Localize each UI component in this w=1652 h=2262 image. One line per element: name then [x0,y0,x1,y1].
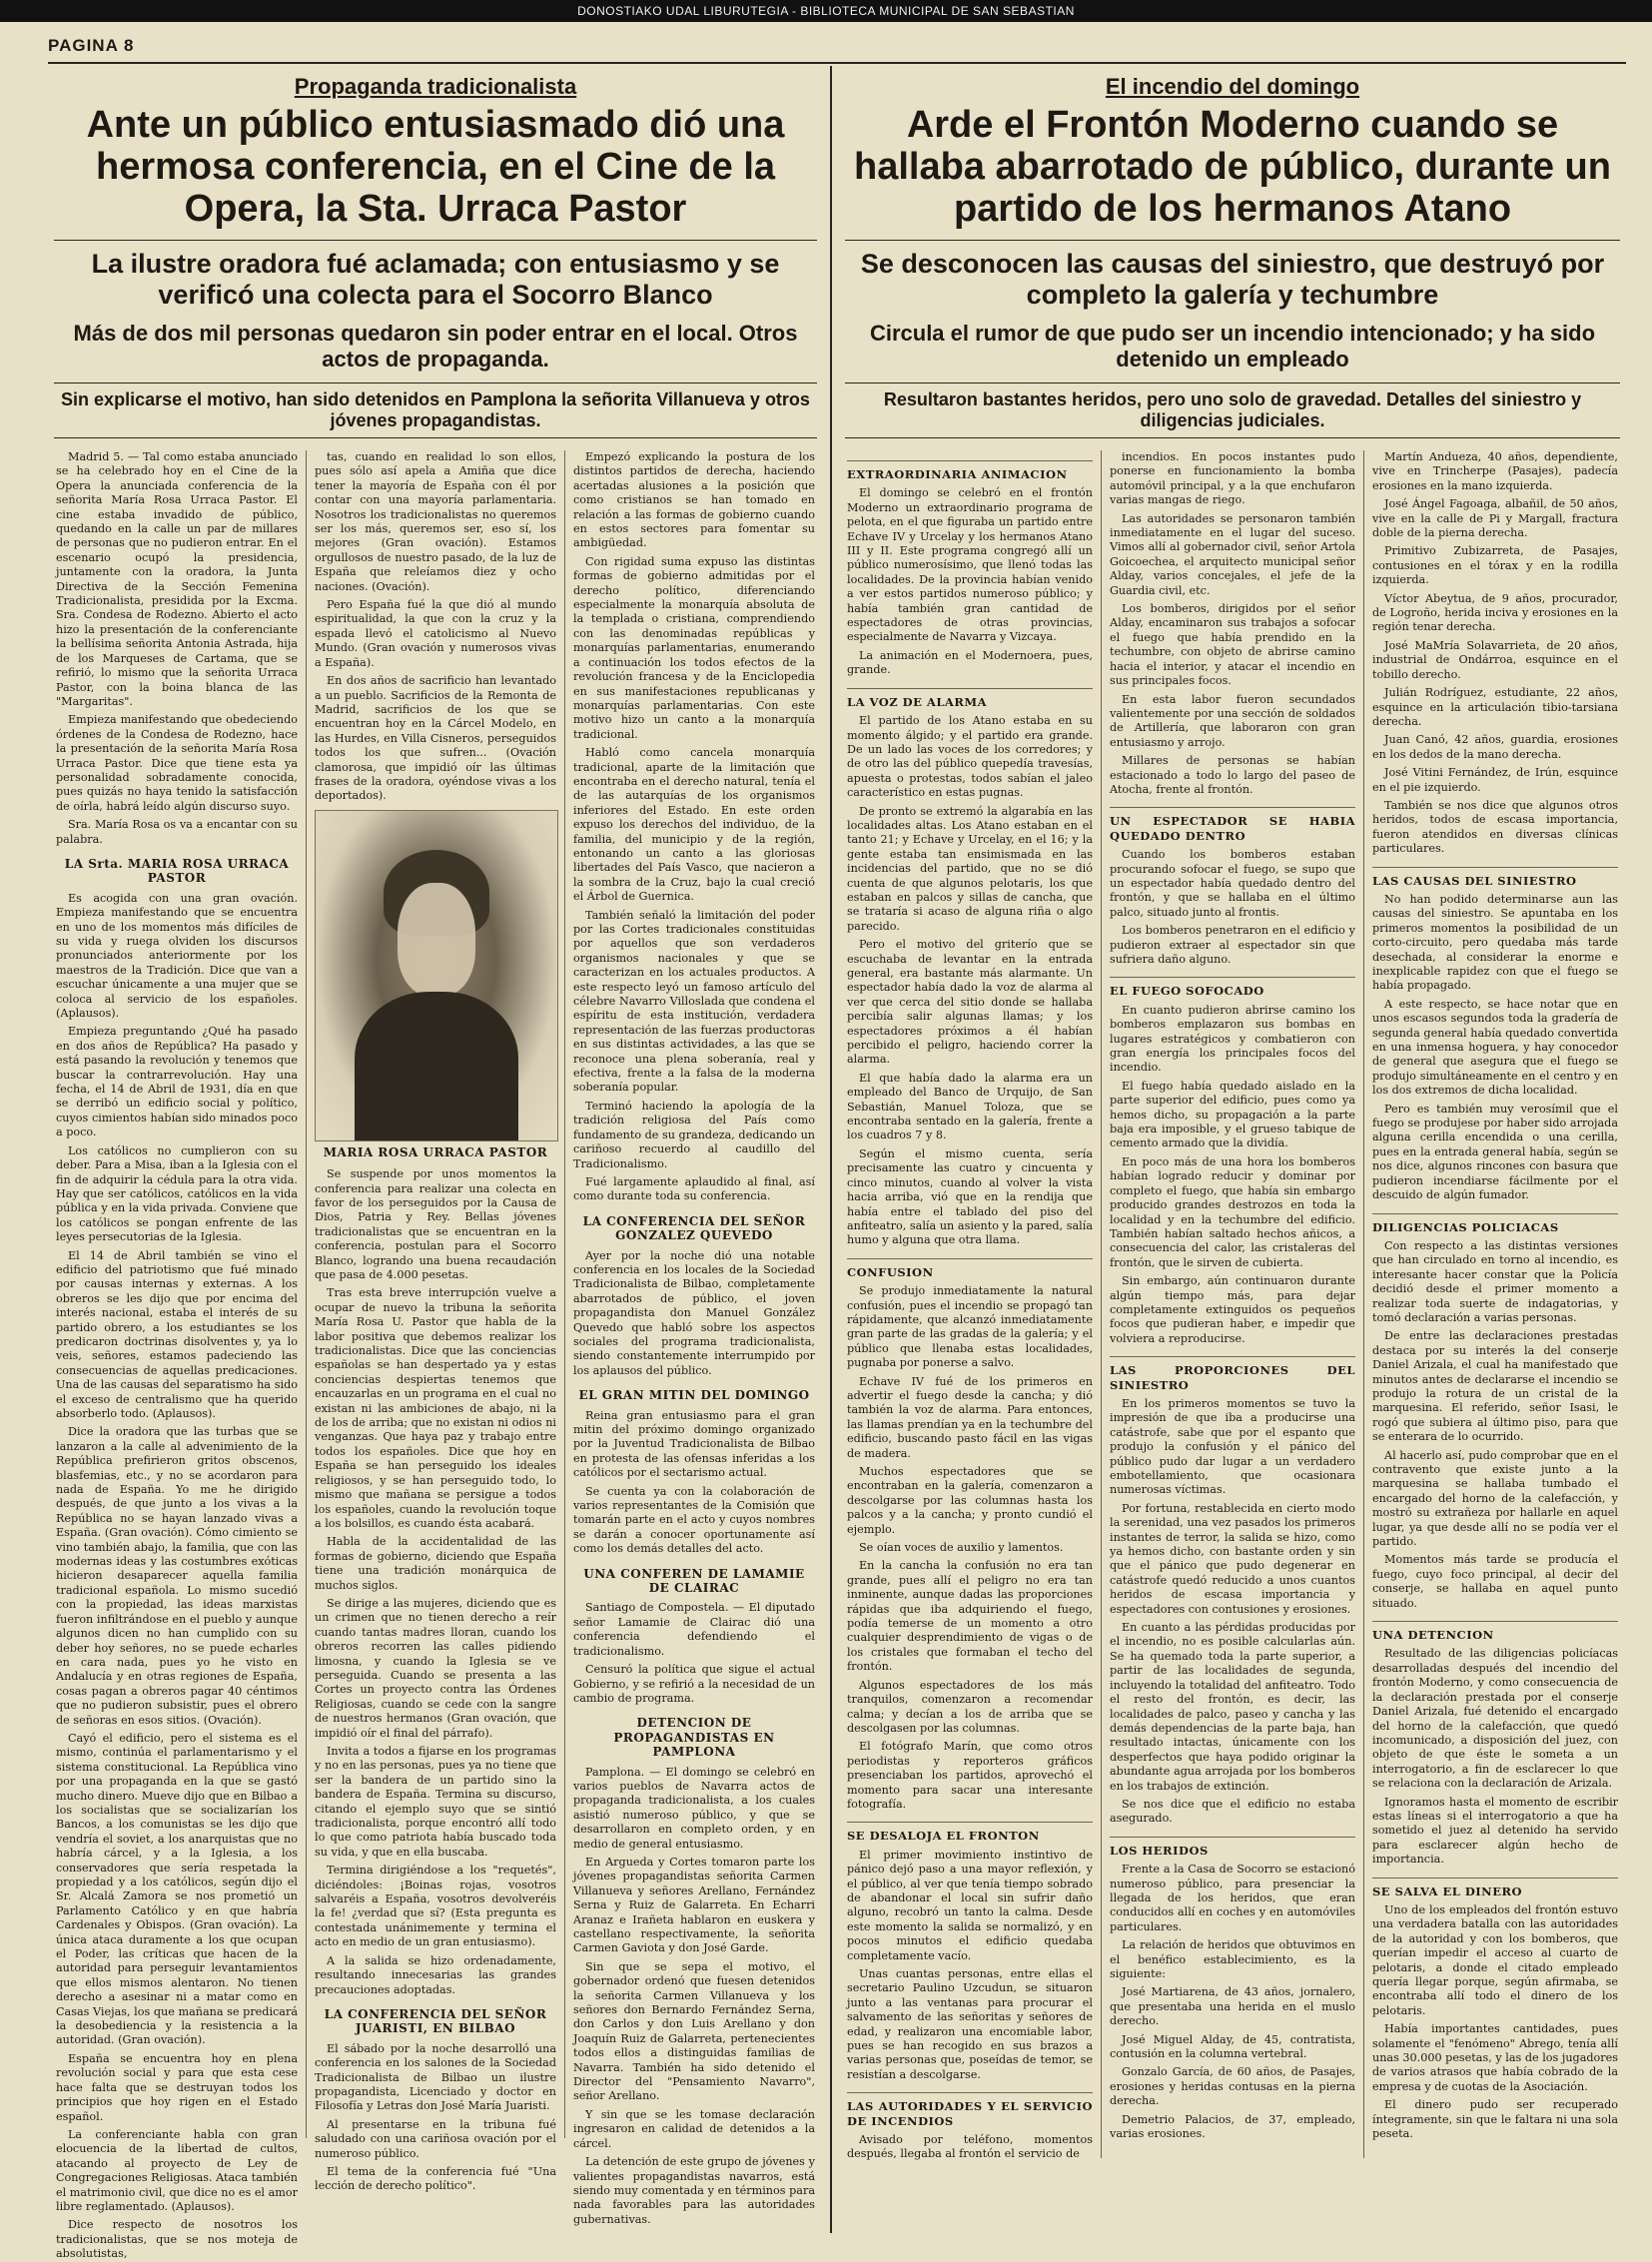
subsection-heading: UNA DETENCION [1372,1621,1618,1642]
paragraph: Censuró la política que sigue el actual Gobierno, y se refirió a la necesidad de un cambio de programa. [573,1663,815,1705]
paragraph: Con respecto a las distintas versiones que han circulado en torno al incendio, es interesante hacer constar que la Policía decidió desde el primer momento a realizar toda suerte de indagatorias, y tomó declaración a varias personas. [1372,1238,1618,1324]
paragraph: Dice respecto de nosotros los tradicionalistas, que se nos moteja de absolutistas, [56,2218,298,2261]
paragraph: Uno de los empleados del frontón estuvo una verdadera batalla con las autoridades de la autoridad y con los bomberos, que querían impedir el acceso al cuarto de pelotaris, a donde el citado empleado quería llegar porque, según afirmaba, se encontraba allí todo el dinero de los pelotaris. [1372,1902,1618,2017]
paragraph: Se suspende por unos momentos la conferencia para realizar una colecta en favor de los perseguidos por la Causa de Dios, Patria y Rey. Bellas jóvenes tradicionalistas que se encuentran en la conferencia, postulan para el Socorro Blanco, logrando una buena recaudación que pasa de 4.000 pesetas. [315,1167,556,1281]
paragraph: incendios. En pocos instantes pudo ponerse en funcionamiento la bomba automóvil principal, y a la que enchufaron varias mangas de riego. [1110,450,1355,507]
page-number: PAGINA 8 [48,36,135,55]
subsection-heading: LOS HERIDOS [1110,1837,1355,1858]
paragraph: En cuanto pudieron abrirse camino los bomberos emplazaron sus bombas en lugares estratégicos y combatieron con gran energía los principales focos del incendio. [1110,1003,1355,1075]
subsection-heading: SE DESALOJA EL FRONTON [847,1822,1093,1843]
paragraph: Terminó haciendo la apología de la tradición religiosa del País como fundamento de su grandeza, dedicando un cariñoso recuerdo al caudillo del Tradicionalismo. [573,1099,815,1170]
paragraph: Empieza preguntando ¿Qué ha pasado en dos años de República? Ha pasado y está pasando la revolución y tenemos que buscar la contrarrevolución. Hay una fecha, el 14 de Abril de 1931, día en que se derribó un edificio social y político, cuyos cimientos habían sido minados poco a poco. [56,1025,298,1139]
paragraph: Resultado de las diligencias policíacas desarrolladas después del incendio del frontón Moderno, y como consecuencia de la declaración prestada por el conserje Daniel Arizala, fué detenido el encargado del horno de la calefacción, que quedó incomunicado, a disposición del juez, con objeto de que éste le someta a un interrogatorio, a fin de esclarecer lo que se relaciona con la declaración de Arizala. [1372,1647,1618,1791]
right-subhead: Se desconocen las causas del siniestro, que destruyó por completo la galería y techumbre [845,240,1620,311]
right-headline: Arde el Frontón Moderno cuando se hallaba abarrotado de público, durante un partido de los hermanos Atano [854,104,1611,230]
right-section-title: El incendio del domingo [1105,74,1360,99]
paragraph: Los bomberos, dirigidos por el señor Alday, encaminaron sus trabajos a sofocar el fuego que había prendido en la techumbre, con objeto de abrirse camino hacia el interior, y atacar el incendio en sus principales focos. [1110,602,1355,688]
left-column-2 [306,450,564,2193]
paragraph: En Argueda y Cortes tomaron parte los jóvenes propagandistas señorita Carmen Villanueva y señores Arellano, Fernández Serna y Ruiz de Galarreta. En Echarri Aranaz e Irañeta hablaron en euskera y castellano respectivamente, la señorita Carmen Gaviota y don José Garde. [573,1855,815,1955]
paragraph: Empieza manifestando que obedeciendo órdenes de la Condesa de Rodezno, hace la presentación de la señorita María Rosa Urraca Pastor. Dice que tiene esta ya personalidad sobradamente conocida, pues quizás no haya tenido la satisfacción de oírla, habrá leído algún discurso suyo. [56,713,298,813]
paragraph: En cuanto a las pérdidas producidas por el incendio, no es posible calcularlas aún. Se ha quemado toda la parte superior, a partir de las localidades de segunda, incluyendo la totalidad del anfiteatro. Todo el resto del frontón, es decir, las localidades de palco, paseo y cancha y las demás dependencias de la parte baja, han resultado intactas, únicamente con los desperfectos que haya podido originar la abundante agua arrojada por los bomberos en los trabajos de extinción. [1110,1621,1355,1793]
paragraph: Se nos dice que el edificio no estaba asegurado. [1110,1797,1355,1826]
paragraph: A la salida se hizo ordenadamente, resultando innecesarias las grandes precauciones adoptadas. [315,1953,556,1996]
paragraph: Algunos espectadores de los más tranquilos, comenzaron a recomendar calma; y decían a los de arriba que se descolgasen por las columnas. [847,1678,1093,1735]
left-headline: Ante un público entusiasmado dió una hermosa conferencia, en el Cine de la Opera, la Sta. Urraca Pastor [86,104,785,230]
paragraph: No han podido determinarse aun las causas del siniestro. Se apuntaba en los primeros momentos la posibilidad de un corto-circuito, pero quedaba más tarde desechada, al considerar la enorme e inexplicable rapidez con que el fuego se había propagado. [1372,892,1618,993]
paragraph: Julián Rodríguez, estudiante, 22 años, esquince en la articulación tibio-tarsiana derecha. [1372,686,1618,728]
right-article [839,66,1626,2233]
subsection-heading: LA Srta. MARIA ROSA URRACA PASTOR [64,856,290,886]
paragraph: El que había dado la alarma era un empleado del Banco de Urquijo, de San Sebastián, Manuel Toloza, que se encontraba sentado en la galería, frente a los cuadros 7 y 8. [847,1071,1093,1142]
subsection-heading: EL GRAN MITIN DEL DOMINGO [578,1388,810,1403]
paragraph: En la cancha la confusión no era tan grande, pues allí el peligro no era tan inminente, aunque dadas las proporciones rápidas que iba adquiriendo el fuego, podía temerse de un momento a otro cualquier desprendimiento de vigas o de los cristales que formaban el techo del frontón. [847,1559,1093,1674]
paragraph: También señaló la limitación del poder por las Cortes tradicionales constituidas por aquellos que son verdaderos organismos nacionales y que se caracterizan en los actuales productos. A este respecto leyó un famoso artículo del célebre Navarro Villoslada que condena el espíritu de esta institución, verdadera representación de las fuerzas productoras en sus distintas actividades, a las que se reconoce una plena soberanía, real y efectiva, frente a la falsa de la moderna soberanía popular. [573,908,815,1095]
right-column-2 [1101,450,1363,2158]
paragraph: José Ángel Fagoaga, albañil, de 50 años, vive en la calle de Pi y Margall, fractura doble de la pierna derecha. [1372,497,1618,540]
paragraph: Sra. María Rosa os va a encantar con su palabra. [56,818,298,846]
paragraph: A este respecto, se hace notar que en unos escasos segundos toda la gradería de segunda general había quedado convertida en una inmensa hoguera, y hay conocedor de general que asegura que el fuego se produjo simultáneamente en el centro y en los dos extremos de dicha localidad. [1372,997,1618,1098]
paragraph: El 14 de Abril también se vino el edificio del patriotismo que fué minado por causas internas y externas. A los obreros se les dijo que por encima del interés nacional, estaba el interés de su partido obrero, a los estudiantes se los predicaron doctrinas disolventes y, ya lo veis, señores, estamos padeciendo las consecuencias de aquellas predicaciones. Una de las causas del separatismo ha sido el exceso de centralismo que ha querido absorberlo todo. (Aplausos). [56,1248,298,1420]
paragraph: Frente a la Casa de Socorro se estacionó numeroso público, para presenciar la llegada de los heridos, que eran conducidos allí en coches y en automóviles particulares. [1110,1863,1355,1933]
portrait-photo [315,810,558,1141]
paragraph: Unas cuantas personas, entre ellas el secretario Paulino Uzcudun, se situaron junto a las ventanas para procurar el salvamento de las señoritas y señores de edad, y realizaron una encomiable labor, pues se han recogido en sus brazos a varias personas que, poseídas de temor, se resistían a descolgarse. [847,1967,1093,2081]
paragraph: Pero es también muy verosímil que el fuego se produjese por haber sido arrojada alguna cerilla encendida o una cerilla, pues en la entrada general había, según se nos dice, algunos rincones con basura que pudieron incendiarse fácilmente por el descuido de algún fumador. [1372,1102,1618,1202]
subsection-heading: LAS PROPORCIONES DEL SINIESTRO [1110,1356,1355,1392]
right-subhead-3: Resultaron bastantes heridos, pero uno solo de gravedad. Detalles del siniestro y diligencias judiciales. [845,382,1620,438]
paragraph: Dice la oradora que las turbas que se lanzaron a la calle al advenimiento de la República prefirieron gritos obscenos, blasfemias, etc., y no se acordaron para nada de España. Yo me he dirigido después, de que junto a los vivas a la República no se hayan lanzado vivas a España. (Gran ovación). Cómo cimiento se vino también abajo, la familia, que con las modernas ideas y las costumbres exóticas hicieron desaparecer aquella familia tradicional española. Lo mismo sucedió con la propiedad, las ideas marxistas fueron infiltrándose en el pueblo y aunque algunos dicen no han cumplido con su deber hoy señores, no se puede echarles en cara nada, pues yo he visto en Andalucía y en otras regiones de España, cosas pagan a obreros pagar 40 céntimos que no pudieron subsistir, pues el obrero de señoras en esos sitios. (Ovación). [56,1425,298,1727]
paragraph: Invita a todos a fijarse en los programas y no en las personas, pues ya no tiene que ser la bandera de un partido sino la bandera de España. Termina su discurso, citando el ejemplo suyo que se sintió tradicionalista, porque encontró allí todo lo que como patriota había buscado toda su vida, y que en ella buscaba. [315,1745,556,1859]
paragraph: Habló como cancela monarquía tradicional, aparte de la limitación que encontraba en el derecho natural, tenía el de las autarquías de los organismos inferiores del Estado. En este orden expuso los derechos del individuo, de la familia, del municipio y de la región, entonando un canto a las gloriosas libertades del País Vasco, que nacieron a la sombra de la Cruz, bajo la cual creció el Árbol de Guernica. [573,746,815,904]
subsection-heading: LA VOZ DE ALARMA [847,688,1093,709]
paragraph: En esta labor fueron secundados valientemente por una sección de soldados de Artillería, que laboraron con gran entusiasmo y arrojo. [1110,692,1355,749]
paragraph: El partido de los Atano estaba en su momento álgido; y el partido era grande. De un lado las voces de los corredores; y de otro las del público quepedía travesías, apuesta o protestas, todos sabían el jaleo característico en estas pugnas. [847,714,1093,800]
subsection-heading: EXTRAORDINARIA ANIMACION [847,460,1093,481]
right-subhead-2: Circula el rumor de que pudo ser un incendio intencionado; y ha sido detenido un empleado [869,321,1596,372]
paragraph: Se dirige a las mujeres, diciendo que es un crimen que no tienen derecho a reír cuando tantas madres lloran, cuando los obreros recorren las calles pidiendo limosna, y cuando la Iglesia se ve perseguida. Cuando se presenta a las Cortes un proyecto contra las Órdenes Religiosas, cuando se cede con la sangre de nuestros hermanos (Gran ovación, que impidió oír el final del párrafo). [315,1596,556,1740]
paragraph: Cayó el edificio, pero el sistema es el mismo, continúa el parlamentarismo y el sistema constitucional. La República vino por una propaganda en la que se gastó mucho dinero. Mueve dijo que en Bilbao a los socialistas que se socializarían los Bancos, a los comunistas se les dijo que vendría el soviet, a los anarquistas que no habría cárcel, y a la Iglesia, a los conservadores que sería respetada la propiedad y a los católicos, según dijo el Sr. Alcalá Zamora se nos prometió un Parlamento Católico y en que habría Cardenales y Obispos. (Gran ovación). La única ataca duramente a los que ocupan el Poder, las críticas que hacen de la autoridad para perseguir levantamientos que ellos mismos alentaron. No tienen derecho a asesinar ni a matar como en Casas Viejas, los que mañana se predicará la desobediencia y la resistencia a la autoridad. (Gran ovación). [56,1731,298,2047]
subsection-heading: CONFUSION [847,1258,1093,1279]
paragraph: Había importantes cantidades, pues solamente el "fenómeno" Abrego, tenía allí unas 30.000 pesetas, y las de los jugadores de varios atrasos que había cobrado de la empresa y de cuotas de la Asociación. [1372,2022,1618,2093]
left-section-title: Propaganda tradicionalista [294,74,577,99]
paragraph: Avisado por teléfono, momentos después, llegaba al frontón el servicio de [847,2133,1093,2161]
page-header [48,36,1626,64]
paragraph: Los bomberos penetraron en el edificio y pudieron extraer al espectador sin que sufriera daño alguno. [1110,924,1355,966]
subsection-heading: LAS CAUSAS DEL SINIESTRO [1372,867,1618,888]
subsection-heading: LA CONFERENCIA DEL SEÑOR JUARISTI, EN BILBAO [324,2006,547,2036]
paragraph: Momentos más tarde se producía el fuego, cuyo foco principal, al decir del conserje, se hallaba en aquel punto situado. [1372,1553,1618,1610]
paragraph: Sin que se sepa el motivo, el gobernador ordenó que fuesen detenidos la señorita Carmen Villanueva y los señores don Bernardo Fernández Serna, don Carlos y don Luis Arellano y don Joaquín Ruiz de Galarreta, pertenecientes todos ellos a distinguidas familias de Navarra. También ha sido detenido el Director del "Pensamiento Navarro", señor Arellano. [573,1959,815,2103]
paragraph: El primer movimiento instintivo de pánico dejó paso a una mayor reflexión, y el público, al ver que tenía tiempo sobrado de abandonar el local sin sufrir daño alguno, recobró un tanto la calma. Desde este momento la salida se normalizó, y en pocos minutos el edificio quedaba completamente vacío. [847,1848,1093,1962]
left-article [48,66,823,2261]
paragraph: Martín Andueza, 40 años, dependiente, vive en Trincherpe (Pasajes), padecía erosiones en la mano izquierda. [1372,450,1618,492]
paragraph: En dos años de sacrificio han levantado a un pueblo. Sacrificios de la Remonta de Madrid, sacrificios de los que se encuentran hoy en la Cárcel Modelo, en las Hurdes, en Villa Cisneros, perseguidos todos los que sufren... (Ovación clamorosa, que impidió oír las últimas frases de la oradora, oyéndose vivas a los deportados). [315,674,556,803]
subsection-heading: LA CONFERENCIA DEL SEÑOR GONZALEZ QUEVEDO [582,1213,806,1243]
paragraph: Termina dirigiéndose a los "requetés", diciéndoles: ¡Boinas rojas, vosotros salvaréis a España, vosotros devolveréis la fe! ¿verdad que sí? (Esta pregunta es contestada unánimemente y termina el acto en medio de un gran entusiasmo). [315,1864,556,1949]
paragraph: Echave IV fué de los primeros en advertir el fuego desde la cancha; y dió también la voz de alarma. Para entonces, las llamas prendían ya en la techumbre del edificio, buscando pasto fácil en las vigas de madera. [847,1374,1093,1460]
paragraph: La conferenciante habla con gran elocuencia de la libertad de cultos, atacando al proyecto de Ley de Congregaciones Religiosas. Ataca también el matrimonio civil, que dice no es el amor libre reglamentado. (Aplausos). [56,2127,298,2213]
paragraph: Es acogida con una gran ovación. Empieza manifestando que se encuentra en uno de los momentos más difíciles de su vida y ruega olviden los discursos pronunciados anteriormente por los maestros de la Tradición. Dice que van a escuchar únicamente a una mujer que se coloca al servicio de los españoles. (Aplausos). [56,891,298,1021]
paragraph: En los primeros momentos se tuvo la impresión de que iba a producirse una catástrofe, sabe que por el espanto que produjo la confusión y el pánico del público pudo dar lugar a un verdadero embotellamiento, que ocasionara numerosas víctimas. [1110,1396,1355,1497]
paragraph: Los católicos no cumplieron con su deber. Para a Misa, iban a la Iglesia con el fin de adquirir la cédula para la otra vida. Hay que ser católicos, católicos en la vida pública y en la vida privada. Conviene que los católicos se pongan enfrente de las leyes persecutorias de la Iglesia. [56,1143,298,1244]
paragraph: De pronto se extremó la algarabía en las localidades altas. Los Atano estaban en el tanto 21; y Echave y Urcelay, en el 16; y la gente estaba tan ensimismada en las incidencias del partido, que no se dió cuenta de que algunos pelotaris, los que estaban en palcos y sillas de cancha, que se trataría si acaso de alguna riña o algo parecido. [847,804,1093,933]
subsection-heading: SE SALVA EL DINERO [1372,1878,1618,1898]
center-column-rule [830,66,832,2233]
subsection-heading: EL FUEGO SOFOCADO [1110,977,1355,998]
paragraph: Y sin que se les tomase declaración ingresaron en calidad de detenidos a la cárcel. [573,2107,815,2150]
paragraph: José Vitini Fernández, de Irún, esquince en el pie izquierdo. [1372,766,1618,794]
left-columns [48,450,823,2261]
paragraph: Ayer por la noche dió una notable conferencia en los locales de la Sociedad Tradicionalista de Bilbao, completamente abarrotados de público, el joven propagandista don Manuel González Quevedo que habló sobre los aspectos sociales del programa tradicionalista, siendo constantemente interrumpido por los aplausos del público. [573,1248,815,1377]
paragraph: Fué largamente aplaudido al final, así como durante toda su conferencia. [573,1174,815,1203]
paragraph: España se encuentra hoy en plena revolución social y para que esta cese hace falta que se destruyan todos los principios que hoy rigen en el Estado español. [56,2051,298,2123]
paragraph: Gonzalo García, de 60 años, de Pasajes, erosiones y heridas contusas en la pierna derecha. [1110,2065,1355,2108]
paragraph: Madrid 5. — Tal como estaba anunciado se ha celebrado hoy en el Cine de la Opera la anunciada conferencia de la señorita María Rosa Urraca Pastor. El cine estaba invadido de público, quedando en la calle un par de millares de personas que no pudieron entrar. En el escenario ocupó la presidencia, juntamente con la oradora, la Junta Directiva de la Sección Femenina Tradicionalista, presidida por la Excma. Sra. Condesa de Rodezno. Abierto el acto hizo la presentación de la conferenciante la bellísima señorita Antonia Astrada, hija de los Marqueses de Cartama, que se refirió, lo mismo que la señorita Urraca Pastor, con la boina blanca de las "Margaritas". [56,450,298,708]
paragraph: El fotógrafo Marín, que como otros periodistas y reporteros gráficos presenciaban los partidos, aprovechó el momento para sacar una interesante fotografía. [847,1740,1093,1811]
paragraph: Juan Canó, 42 años, guardia, erosiones en los dedos de la mano derecha. [1372,733,1618,761]
paragraph: Al hacerlo así, pudo comprobar que en el contravento que existe junto a la marquesina se hallaba tumbado el encargado del horno de la calefacción, y mostró su extrañeza por hallarle en aquel lugar, ya que desde allí no se podía ver el partido. [1372,1448,1618,1549]
paragraph: Empezó explicando la postura de los distintos partidos de derecha, haciendo acertadas alusiones a la posición que como cristianos se han tomado en relación a las formas de gobierno cuando en estos sectores para fomentar su ambigüedad. [573,450,815,550]
paragraph: Cuando los bomberos estaban procurando sofocar el fuego, se supo que un espectador había quedado dentro del frontón, y que se hallaba en el último palco, situado junto al frontis. [1110,848,1355,919]
right-column-3 [1363,450,1626,2158]
paragraph: Primitivo Zubizarreta, de Pasajes, contusiones en el tórax y en la rodilla izquierda. [1372,544,1618,587]
paragraph: Muchos espectadores que se encontraban en la galería, comenzaron a descolgarse por las columnas hasta los palcos y a la cancha; y pronto cundió el ejemplo. [847,1465,1093,1536]
paragraph: Tras esta breve interrupción vuelve a ocupar de nuevo la tribuna la señorita María Rosa U. Pastor que habla de la labor positiva que debemos realizar los tradicionalistas. Dice que las conciencias españolas se han despertado ya y estas conciencias despiertas tenemos que encauzarlas en un programa en el cual no existan ni las ambiciones de abajo, ni la de los de arriba; que no existan ni odios ni venganzas. Que haya paz y trabajo entre todos los españoles. Dice que hoy en España se han perseguido los ideales religiosos, y se han perseguido todo, lo mismo que mañana se persigue a todos los españoles, cuando la revolución toque a los bolsillos, es cuando ésta acabará. [315,1286,556,1530]
left-column-1 [48,450,306,2261]
left-subhead: La ilustre oradora fué aclamada; con entusiasmo y se verificó una colecta para el Socorro Blanco [54,240,817,311]
paragraph: Pamplona. — El domingo se celebró en varios pueblos de Navarra actos de propaganda tradicionalista, a los cuales asistió numeroso público, y que se desarrollaron en completo orden, y en medio de general entusiasmo. [573,1765,815,1851]
archive-banner: DONOSTIAKO UDAL LIBURUTEGIA - BIBLIOTECA MUNICIPAL DE SAN SEBASTIAN [0,0,1652,22]
paragraph: De entre las declaraciones prestadas destaca por su interés la del conserje Daniel Arizala, el cual ha manifestado que minutos antes de declararse el incendio se produjo la rotura de un cristal de la marquesina. El referido, señor Isasi, le rogó que subiera al último piso, para que se enterara de lo ocurrido. [1372,1329,1618,1444]
portrait-caption: MARIA ROSA URRACA PASTOR [323,1144,548,1159]
paragraph: Sin embargo, aún continuaron durante algún tiempo más, para dejar completamente extinguidos os pequeños focos que pudieran haber, e impedir que volviera a reproducirse. [1110,1274,1355,1345]
paragraph: Pero España fué la que dió al mundo espiritualidad, la que con la cruz y la espada llevó el catolicismo al Nuevo Mundo. (Gran ovación y numerosos vivas a España). [315,598,556,669]
subsection-heading: DILIGENCIAS POLICIACAS [1372,1213,1618,1234]
left-column-3 [564,450,823,2226]
right-columns [839,450,1626,2161]
paragraph: Se oían voces de auxilio y lamentos. [859,1541,1064,1555]
paragraph: José MaMría Solavarrieta, de 20 años, industrial de Ondárroa, esquince en el tobillo derecho. [1372,638,1618,681]
left-subhead-3: Sin explicarse el motivo, han sido detenidos en Pamplona la señorita Villanueva y otros jóvenes propagandistas. [54,382,817,438]
paragraph: Demetrio Palacios, de 37, empleado, varias erosiones. [1110,2112,1355,2141]
paragraph: El sábado por la noche desarrolló una conferencia en los salones de la Sociedad Tradicionalista de Bilbao un ilustre propagandista, Licenciado y doctor en Filosofía y Letras don José María Juaristi. [315,2041,556,2113]
subsection-heading: UNA CONFEREN DE LAMAMIE DE CLAIRAC [583,1566,805,1596]
paragraph: La animación en el Modernoera, pues, grande. [847,648,1093,677]
right-column-1 [839,450,1101,2161]
paragraph: También se nos dice que algunos otros heridos, todos de escasa importancia, fueron atendidos en diversas clínicas particulares. [1372,798,1618,856]
paragraph: El domingo se celebró en el frontón Moderno un extraordinario programa de pelota, en el que figuraba un partido entre Echave IV y Urcelay y los hermanos Atano III y II. Este programa congregó allí un público numerosísimo, que llenó todas las localidades. De la provincia habían venido a ver estos partidos numeroso público; y había también gran cantidad de espectadores de otras provincias, especialmente de Navarra y Vizcaya. [847,486,1093,644]
paragraph: Las autoridades se personaron también inmediatamente en el lugar del suceso. Vimos allí al gobernador civil, señor Artola Goicoechea, el arquitecto municipal señor Alday, varios concejales, el jefe de la Guardia civil, etc. [1110,511,1355,597]
paragraph: Por fortuna, restablecida en cierto modo la serenidad, una vez pasados los primeros instantes de terror, la salida se hizo, como ya hemos dicho, con bastante orden y sin que el pánico que pudo degenerar en catástrofe quedó reducido a unos cuantos heridos de escasa importancia y espectadores con contusiones y erosiones. [1110,1501,1355,1616]
paragraph: Se cuenta ya con la colaboración de varios representantes de la Comisión que tomarán parte en el acto y cuyos nombres se darán a conocer oportunamente así como los demás detalles del acto. [573,1484,815,1556]
paragraph: Según el mismo cuenta, sería precisamente las cuatro y cincuenta y cinco minutos, cuando al volver la vista hacia arriba, vió que en la rendija que había entre el tablado del piso del anfiteatro, salía un asiento y la pared, salía humo y alguna que otra llama. [847,1146,1093,1247]
paragraph: Víctor Abeytua, de 9 años, procurador, de Logroño, herida inciva y erosiones en la región tenar derecha. [1372,591,1618,634]
subsection-heading: DETENCION DE PROPAGANDISTAS EN PAMPLONA [613,1716,775,1760]
subsection-heading: LAS AUTORIDADES Y EL SERVICIO DE INCENDIOS [847,2092,1093,2128]
paragraph: Millares de personas se habían estacionado a todo lo largo del paseo de Atocha, frente al frontón. [1110,754,1355,796]
paragraph: El dinero pudo ser recuperado íntegramente, sin que le faltara ni una sola peseta. [1372,2098,1618,2141]
left-subhead-2: Más de dos mil personas quedaron sin poder entrar en el local. Otros actos de propaganda. [73,321,798,372]
newspaper-page [48,66,1626,2261]
subsection-heading: UN ESPECTADOR SE HABIA QUEDADO DENTRO [1110,807,1355,843]
paragraph: Se produjo inmediatamente la natural confusión, pues el incendio se propagó tan rápidamente, que alcanzó inmediatamente gran parte de las gradas de la galería; y el público que llenaba estas localidades, pugnaba por ponerse a salvo. [847,1284,1093,1370]
paragraph: El tema de la conferencia fué "Una lección de derecho político". [315,2164,556,2193]
paragraph: Al presentarse en la tribuna fué saludado con una cariñosa ovación por el numeroso público. [315,2117,556,2160]
paragraph: Pero el motivo del griterío que se escuchaba de levantar en la entrada general, era bastante más alarmante. Un espectador había dado la voz de alarma al ver que cerca del sitio donde se hallaba percibía salir algunas llamas; y los espectadores próximos a él habían percibido el peligro, haciendo correr la alarma. [847,938,1093,1067]
paragraph: Ignoramos hasta el momento de escribir estas líneas si el interrogatorio a que ha sometido el juez al detenido ha servido para esclarecer algún hecho de importancia. [1372,1795,1618,1867]
paragraph: tas, cuando en realidad lo son ellos, pues sólo así apela a Amiña que dice tener la mayoría de España con él por contar con una mayoría parlamentaria. Nosotros los tradicionalistas no queremos ser los más, queremos ser, eso sí, los mejores (Gran ovación). Estamos orgullosos de nuestro pasado, de la luz de España que releíamos diez y ocho naciones. (Ovación). [315,450,556,593]
paragraph: Con rigidad suma expuso las distintas formas de gobierno admitidas por el derecho político, diferenciando especialmente la monarquía absoluta de la templada o cristiana, comprendiendo con las denominadas repúblicas y monarquías parlamentarias, enumerando a continuación los todos efectos de la revolución francesa y de la Enciclopedia en sus manifestaciones republicanas y monarquías parlamentarias. Con este motivo hizo un canto a la monarquía tradicional. [573,554,815,741]
paragraph: Habla de la accidentalidad de las formas de gobierno, diciendo que España tiene una tradición monárquica de muchos siglos. [315,1535,556,1592]
paragraph: Santiago de Compostela. — El diputado señor Lamamie de Clairac dió una conferencia defendiendo el tradicionalismo. [573,1601,815,1658]
paragraph: La detención de este grupo de jóvenes y valientes propagandistas navarros, está siendo muy comentada y en términos para nada favorables para las autoridades gubernativas. [573,2155,815,2226]
paragraph: El fuego había quedado aislado en la parte superior del edificio, pues como ya hemos dicho, su propagación a la parte baja era imposible, y el grueso tabique de cemento armado que la dividía. [1110,1079,1355,1150]
paragraph: Reina gran entusiasmo para el gran mitin del próximo domingo organizado por la Juventud Tradicionalista de Bilbao en protesta de las ofensas inferidas a los católicos por el sectarismo actual. [573,1408,815,1480]
paragraph: José Miguel Alday, de 45, contratista, contusión en la columna vertebral. [1110,2032,1355,2061]
paragraph: José Martiarena, de 43 años, jornalero, que presentaba una herida en el muslo derecho. [1110,1985,1355,2028]
paragraph: La relación de heridos que obtuvimos en el benéfico establecimiento, es la siguiente: [1110,1938,1355,1980]
paragraph: En poco más de una hora los bomberos habían logrado reducir y dominar por completo el fuego, que había sin embargo producido grandes destrozos en toda la localidad y en la techumbre del edificio. También habían saltado hechos añicos, a consecuencia del calor, las cristaleras del frontón, que le sirven de cubierta. [1110,1154,1355,1269]
